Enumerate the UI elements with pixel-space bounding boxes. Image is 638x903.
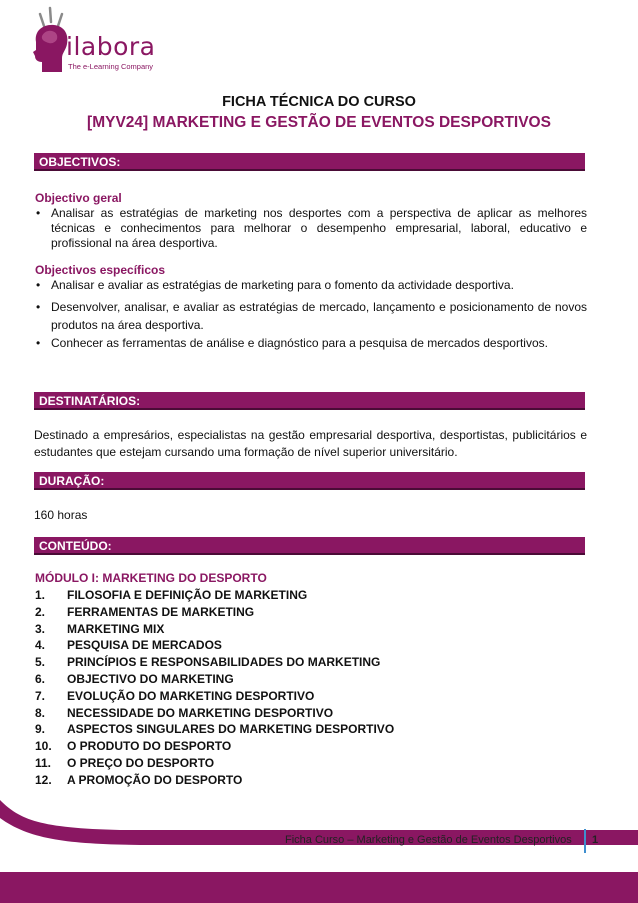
page-number: 1 — [592, 834, 599, 846]
objectivos-especificos-label: Objectivos específicos — [35, 263, 166, 277]
list-item: 1. FILOSOFIA E DEFINIÇÃO DE MARKETING — [35, 588, 308, 602]
duracao-text: 160 horas — [34, 508, 88, 522]
module-title: MÓDULO I: MARKETING DO DESPORTO — [35, 571, 267, 585]
objectivo-geral-label: Objectivo geral — [35, 191, 122, 205]
brand-tagline: The e-Learning Company — [68, 62, 154, 71]
section-header-duracao: DURAÇÃO: — [34, 472, 585, 490]
brand-name: ilabora — [66, 32, 156, 61]
list-item: 4. PESQUISA DE MERCADOS — [35, 638, 222, 653]
list-item: 11. O PREÇO DO DESPORTO — [35, 755, 215, 770]
list-item: 10. O PRODUTO DO DESPORTO — [35, 739, 232, 754]
list-item: 9. ASPECTOS SINGULARES DO MARKETING DESPORTIVO — [35, 722, 395, 737]
course-title: [MYV24] MARKETING E GESTÃO DE EVENTOS DESPORTIVOS — [87, 114, 551, 131]
list-item: • Desenvolver, analisar, e avaliar as estratégias de mercado, lançamento e posicionamento de novos produtos na área desportiva. — [36, 300, 587, 332]
list-item: • Analisar e avaliar as estratégias de marketing para o fomento da actividade desportiva. — [36, 278, 514, 292]
list-item: • Conhecer as ferramentas de análise e diagnóstico para a pesquisa de mercados desportivos. — [36, 336, 548, 350]
section-header-objectivos: OBJECTIVOS: — [34, 153, 585, 171]
content-list — [35, 587, 394, 789]
list-item: • Analisar as estratégias de marketing nos desportes com a perspectiva de aplicar as melhores técnicas e conhecimentos para melhorar o desempenho empresarial, laboral, educativo e profissional na área desportiva. — [36, 206, 587, 250]
page-number-separator — [584, 829, 586, 853]
list-item: 7. EVOLUÇÃO DO MARKETING DESPORTIVO — [35, 688, 315, 703]
list-item: 3. MARKETING MIX — [35, 621, 165, 636]
section-header-destinatarios: DESTINATÁRIOS: — [34, 392, 585, 410]
footer-wave-decoration — [0, 800, 638, 903]
footer-title: Ficha Curso – Marketing e Gestão de Eventos Desportivos — [285, 834, 572, 846]
list-item: 5. PRINCÍPIOS E RESPONSABILIDADES DO MARKETING — [35, 655, 381, 670]
document-title: FICHA TÉCNICA DO CURSO — [222, 94, 416, 110]
list-item: 12. A PROMOÇÃO DO DESPORTO — [35, 772, 243, 787]
section-header-conteudo: CONTEÚDO: — [34, 537, 585, 555]
destinatarios-text: Destinado a empresários, especialistas na gestão empresarial desportiva, desportistas, publicitários e estudantes que estejam cursando uma formação de nível superior universitário. — [34, 428, 587, 459]
list-item: 8. NECESSIDADE DO MARKETING DESPORTIVO — [35, 705, 334, 720]
list-item: 6. OBJECTIVO DO MARKETING — [35, 671, 234, 686]
list-item: 2. FERRAMENTAS DE MARKETING — [35, 604, 255, 619]
